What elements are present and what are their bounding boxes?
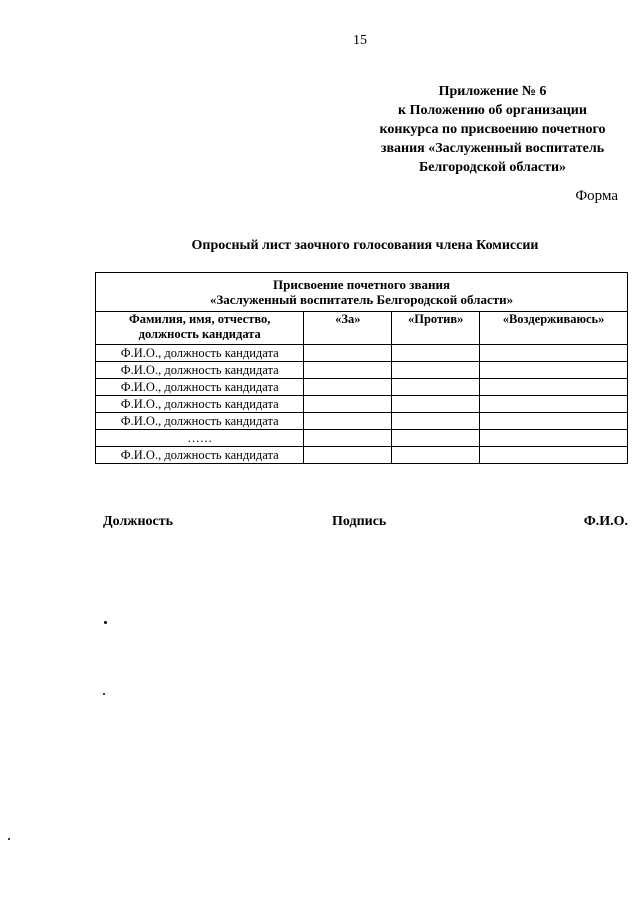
candidate-cell: Ф.И.О., должность кандидата [96,413,304,430]
scan-speck [8,838,10,840]
candidate-cell: Ф.И.О., должность кандидата [96,379,304,396]
table-row [96,362,628,379]
document-title: Опросный лист заочного голосования члена Комиссии [191,238,539,253]
appendix-heading [350,82,635,177]
table-row [96,447,628,464]
voting-table [95,272,628,464]
signature-name-label: Ф.И.О. [583,514,628,529]
vote-abstain-cell[interactable] [480,396,628,413]
scan-speck [103,693,105,695]
table-row [96,413,628,430]
candidate-cell: …… [96,430,304,447]
candidate-cell: Ф.И.О., должность кандидата [96,362,304,379]
vote-abstain-cell[interactable] [480,362,628,379]
candidate-cell: Ф.И.О., должность кандидата [96,447,304,464]
vote-abstain-cell[interactable] [480,345,628,362]
vote-against-cell[interactable] [392,447,480,464]
table-row [96,430,628,447]
appendix-line: Приложение № 6 [438,84,547,99]
vote-abstain-cell[interactable] [480,447,628,464]
vote-for-cell[interactable] [304,362,392,379]
vote-against-cell[interactable] [392,413,480,430]
table-caption-line: «Заслуженный воспитатель Белгородской области» [209,292,514,307]
vote-against-cell[interactable] [392,379,480,396]
header-candidate: Фамилия, имя, отчество, должность кандидата [96,312,304,345]
vote-for-cell[interactable] [304,396,392,413]
vote-for-cell[interactable] [304,447,392,464]
vote-abstain-cell[interactable] [480,379,628,396]
signature-position-label: Должность [103,514,174,529]
table-row [96,396,628,413]
vote-against-cell[interactable] [392,362,480,379]
page-number: 15 [353,33,367,48]
table-row [96,345,628,362]
vote-abstain-cell[interactable] [480,413,628,430]
vote-against-cell[interactable] [392,345,480,362]
vote-against-cell[interactable] [392,396,480,413]
appendix-line: звания «Заслуженный воспитатель [380,141,605,156]
scan-speck [104,621,107,624]
vote-for-cell[interactable] [304,430,392,447]
header-against: «Против» [392,312,480,345]
table-row [96,379,628,396]
header-for: «За» [304,312,392,345]
vote-against-cell[interactable] [392,430,480,447]
candidate-cell: Ф.И.О., должность кандидата [96,396,304,413]
table-caption [96,273,628,312]
appendix-line: Белгородской области» [418,160,567,175]
vote-for-cell[interactable] [304,345,392,362]
table-caption-line: Присвоение почетного звания [272,277,451,292]
header-abstain: «Воздерживаюсь» [480,312,628,345]
form-label: Форма [575,188,618,204]
vote-for-cell[interactable] [304,413,392,430]
appendix-line: конкурса по присвоению почетного [379,122,606,137]
vote-for-cell[interactable] [304,379,392,396]
vote-abstain-cell[interactable] [480,430,628,447]
candidate-cell: Ф.И.О., должность кандидата [96,345,304,362]
signature-sign-label: Подпись [332,514,387,529]
appendix-line: к Положению об организации [398,103,587,118]
